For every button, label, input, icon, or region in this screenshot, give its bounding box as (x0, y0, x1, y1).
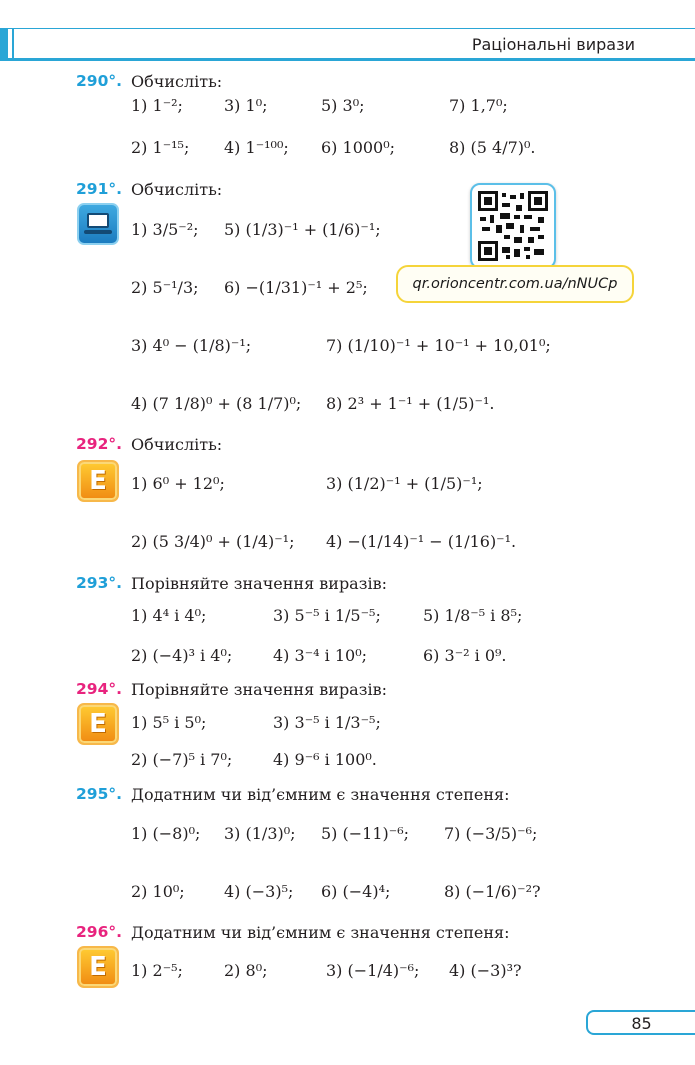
expr-293-5: 5) 1/8⁻⁵ і 8⁵; (423, 606, 523, 625)
expr-293-6: 6) 3⁻² і 0⁹. (423, 646, 507, 665)
expr-294-3: 3) 3⁻⁵ і 1/3⁻⁵; (273, 713, 381, 732)
expr-293-3: 3) 5⁻⁵ і 1/5⁻⁵; (273, 606, 381, 625)
expr-295-3: 3) (1/3)⁰; (224, 824, 296, 843)
expr-293-1: 1) 4⁴ і 4⁰; (131, 606, 207, 625)
problem-number: 296°. (76, 923, 122, 941)
expr-292-1: 1) 6⁰ + 12⁰; (131, 474, 225, 493)
expr-294-2: 2) (−7)⁵ і 7⁰; (131, 750, 233, 769)
running-header (0, 28, 695, 62)
expr-291-4: 4) (7 1/8)⁰ + (8 1/7)⁰; (131, 394, 302, 413)
expr-290-4: 4) 1⁻¹⁰⁰; (224, 138, 289, 157)
expr-291-3: 3) 4⁰ − (1/8)⁻¹; (131, 336, 252, 355)
page-number-box (586, 1010, 695, 1035)
expr-295-2: 2) 10⁰; (131, 882, 185, 901)
qr-code-icon[interactable] (470, 183, 556, 269)
expr-292-4: 4) −(1/14)⁻¹ − (1/16)⁻¹. (326, 532, 517, 551)
problem-number: 295°. (76, 785, 122, 803)
computer-icon (77, 203, 119, 245)
problem-statement: Додатним чи від’ємним є значення степеня: (131, 785, 510, 804)
expr-290-2: 2) 1⁻¹⁵; (131, 138, 190, 157)
problem-statement: Обчисліть: (131, 72, 223, 91)
page-number: 85 (631, 1014, 652, 1033)
expr-294-1: 1) 5⁵ і 5⁰; (131, 713, 207, 732)
expr-290-5: 5) 3⁰; (321, 96, 365, 115)
expr-290-8: 8) (5 4/7)⁰. (449, 138, 536, 157)
expr-295-6: 6) (−4)⁴; (321, 882, 391, 901)
expr-291-8: 8) 2³ + 1⁻¹ + (1/5)⁻¹. (326, 394, 495, 413)
chapter-title: Раціональні вирази (471, 35, 635, 54)
header-accent-block (0, 28, 8, 61)
expr-291-7: 7) (1/10)⁻¹ + 10⁻¹ + 10,01⁰; (326, 336, 551, 355)
expr-295-8: 8) (−1/6)⁻²? (444, 882, 541, 901)
problem-statement: Додатним чи від’ємним є значення степеня: (131, 923, 510, 942)
expr-293-2: 2) (−4)³ і 4⁰; (131, 646, 233, 665)
expr-295-1: 1) (−8)⁰; (131, 824, 201, 843)
e-badge-icon: E (77, 460, 119, 502)
expr-290-3: 3) 1⁰; (224, 96, 268, 115)
expr-291-1: 1) 3/5⁻²; (131, 220, 199, 239)
expr-292-2: 2) (5 3/4)⁰ + (1/4)⁻¹; (131, 532, 295, 551)
header-rule-top (8, 28, 695, 29)
expr-295-4: 4) (−3)⁵; (224, 882, 294, 901)
problem-number: 290°. (76, 72, 122, 90)
expr-292-3: 3) (1/2)⁻¹ + (1/5)⁻¹; (326, 474, 483, 493)
expr-291-5: 5) (1/3)⁻¹ + (1/6)⁻¹; (224, 220, 381, 239)
qr-link[interactable]: qr.orioncentr.com.ua/nNUCp (396, 265, 634, 303)
problem-statement: Обчисліть: (131, 435, 223, 454)
problem-statement: Порівняйте значення виразів: (131, 574, 387, 593)
expr-290-1: 1) 1⁻²; (131, 96, 183, 115)
expr-293-4: 4) 3⁻⁴ і 10⁰; (273, 646, 367, 665)
problem-number: 292°. (76, 435, 122, 453)
e-badge-icon: E (77, 946, 119, 988)
problem-number: 291°. (76, 180, 122, 198)
header-accent-line (12, 28, 14, 61)
expr-291-2: 2) 5⁻¹/3; (131, 278, 199, 297)
problem-number: 293°. (76, 574, 122, 592)
expr-296-1: 1) 2⁻⁵; (131, 961, 183, 980)
expr-295-5: 5) (−11)⁻⁶; (321, 824, 410, 843)
expr-295-7: 7) (−3/5)⁻⁶; (444, 824, 538, 843)
header-rule-bottom (8, 58, 695, 61)
expr-296-4: 4) (−3)³? (449, 961, 522, 980)
problem-statement: Обчисліть: (131, 180, 223, 199)
expr-290-6: 6) 1000⁰; (321, 138, 396, 157)
expr-296-2: 2) 8⁰; (224, 961, 268, 980)
problem-number: 294°. (76, 680, 122, 698)
expr-290-7: 7) 1,7⁰; (449, 96, 508, 115)
expr-296-3: 3) (−1/4)⁻⁶; (326, 961, 420, 980)
expr-294-4: 4) 9⁻⁶ і 100⁰. (273, 750, 377, 769)
problem-statement: Порівняйте значення виразів: (131, 680, 387, 699)
e-badge-icon: E (77, 703, 119, 745)
expr-291-6: 6) −(1/31)⁻¹ + 2⁵; (224, 278, 368, 297)
